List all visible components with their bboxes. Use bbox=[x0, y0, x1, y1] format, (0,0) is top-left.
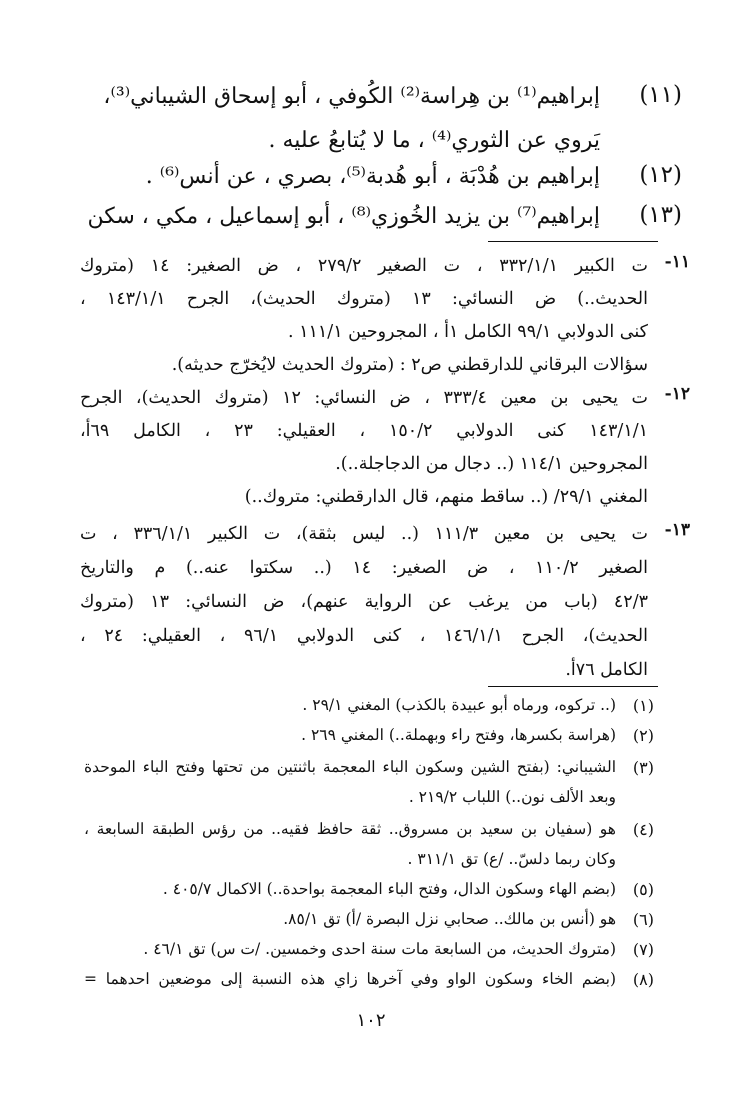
entry-line: يَروي عن الثوري⁽⁴⁾ ، ما لا يُتابعُ عليه . bbox=[268, 128, 600, 153]
footnote-line: (بضم الخاء وسكون الواو وفي آخرها زاي هذه النسبة إلى موضعين احدهما = bbox=[84, 970, 616, 988]
commentary-line: الكامل ٧٦أ. bbox=[565, 660, 648, 680]
footnote-number: (٧) bbox=[632, 940, 654, 959]
footnote-number: (٦) bbox=[632, 910, 654, 929]
footnote-line: (متروك الحديث، من السابعة مات سنة احدى وخمسين. /ت س) تق ٤٦/١ . bbox=[143, 940, 616, 958]
footnote-6 bbox=[84, 904, 654, 934]
commentary-line: سؤالات البرقاني للدارقطني ص٢ : (متروك الحديث لايُخرّج حديثه). bbox=[171, 355, 648, 375]
footnote-1 bbox=[84, 690, 654, 720]
entry-number: (١٣) bbox=[639, 202, 682, 228]
footnote-line: هو (سفيان بن سعيد بن مسروق.. ثقة حافظ فقيه.. من رؤس الطبقة السابعة ، bbox=[84, 820, 616, 838]
commentary-number: ١١- bbox=[664, 252, 690, 272]
footnote-number: (٤) bbox=[632, 820, 654, 839]
entry-line: إبراهيم بن هُدْبَة ، أبو هُدبة⁽⁵⁾، بصري ، عن أنس⁽⁶⁾ . bbox=[145, 164, 600, 189]
top-divider bbox=[488, 241, 658, 242]
entry-11 bbox=[62, 74, 682, 166]
footnote-2 bbox=[84, 720, 654, 750]
page-number: ١٠٢ bbox=[356, 1010, 386, 1031]
footnote-7 bbox=[84, 934, 654, 964]
commentary-13 bbox=[80, 516, 690, 696]
commentary-11 bbox=[80, 248, 690, 392]
footnote-line: (هراسة بكسرها، وفتح راء وبهملة..) المغني ٢٦٩ . bbox=[301, 726, 616, 744]
footnote-line: (.. تركوه، ورماه أبو عبيدة بالكذب) المغني ٢٩/١ . bbox=[302, 696, 616, 714]
entry-line: إبراهيم⁽¹⁾ بن هِراسة⁽²⁾ الكُوفي ، أبو إسحاق الشيباني⁽³⁾، bbox=[103, 84, 600, 109]
commentary-number: ١٣- bbox=[664, 520, 690, 540]
commentary-line: ١٤٣/١/١ كنى الدولابي ١٥٠/٢ ، العقيلي: ٢٣ ، الكامل ٦٩أ، bbox=[80, 421, 649, 441]
entry-number: (١٢) bbox=[639, 162, 682, 188]
entry-13 bbox=[62, 194, 682, 240]
commentary-line: الحديث..) ض النسائي: ١٣ (متروك الحديث)، الجرح ١٤٣/١/١ ، bbox=[80, 289, 648, 309]
commentary-line: كنى الدولابي ٩٩/١ الكامل ١أ ، المجروحين ١١١/١ . bbox=[287, 322, 648, 342]
footnote-line: وبعد الألف نون..) اللباب ٢١٩/٢ . bbox=[408, 788, 616, 806]
commentary-line: الحديث)، الجرح ١٤٦/١/١ ، كنى الدولابي ٩٦/١ ، العقيلي: ٢٤ ، bbox=[80, 626, 648, 646]
footnote-divider bbox=[488, 686, 658, 687]
commentary-line: ٤٢/٣ (باب من يرغب عن الرواية عنهم)، ض النسائي: ١٣ (متروك bbox=[80, 592, 648, 612]
commentary-line: ت يحيى بن معين ١١١/٣ (.. ليس بثقة)، ت الكبير ٣٣٦/١/١ ، ت bbox=[80, 524, 648, 544]
commentary-line: المجروحين ١١٤/١ (.. دجال من الدجاجلة..). bbox=[335, 454, 648, 474]
commentary-line: ت الكبير ٣٣٢/١/١ ، ت الصغير ٢٧٩/٢ ، ض الصغير: ١٤ (متروك bbox=[80, 256, 649, 276]
footnote-number: (٥) bbox=[632, 880, 654, 899]
commentary-line: ت يحيى بن معين ٣٣٣/٤ ، ض النسائي: ١٢ (متروك الحديث)، الجرح bbox=[80, 388, 649, 408]
footnote-line: الشيباني: (بفتح الشين وسكون الباء المعجمة باثنتين من تحتها وفتح الباء الموحدة bbox=[84, 758, 616, 776]
commentary-12 bbox=[80, 380, 690, 524]
footnote-line: (بضم الهاء وسكون الدال، وفتح الباء المعجمة بواحدة..) الاكمال ٤٠٥/٧ . bbox=[162, 880, 616, 898]
footnote-8 bbox=[84, 964, 654, 994]
footnote-4 bbox=[84, 814, 654, 874]
footnote-number: (٣) bbox=[632, 758, 654, 777]
footnote-line: وكان ربما دلسّ.. /ع) تق ٣١١/١ . bbox=[407, 850, 616, 868]
footnote-number: (٨) bbox=[632, 970, 654, 989]
footnote-3 bbox=[84, 752, 654, 812]
footnote-number: (٢) bbox=[632, 726, 654, 745]
commentary-line: الصغير ١١٠/٢ ، ض الصغير: ١٤ (.. سكتوا عنه..) م والتاريخ bbox=[80, 558, 648, 578]
footnote-5 bbox=[84, 874, 654, 904]
commentary-number: ١٢- bbox=[664, 384, 690, 404]
entry-line: إبراهيم⁽⁷⁾ بن يزيد الخُوزي⁽⁸⁾ ، أبو إسماعيل ، مكي ، سكن bbox=[87, 204, 600, 229]
commentary-line: المغني ٢٩/١/ (.. ساقط منهم، قال الدارقطني: متروك..) bbox=[244, 487, 648, 507]
footnote-line: هو (أنس بن مالك.. صحابي نزل البصرة /أ) تق ٨٥/١. bbox=[283, 910, 616, 928]
entry-number: (١١) bbox=[639, 82, 682, 108]
footnote-number: (١) bbox=[632, 696, 654, 715]
